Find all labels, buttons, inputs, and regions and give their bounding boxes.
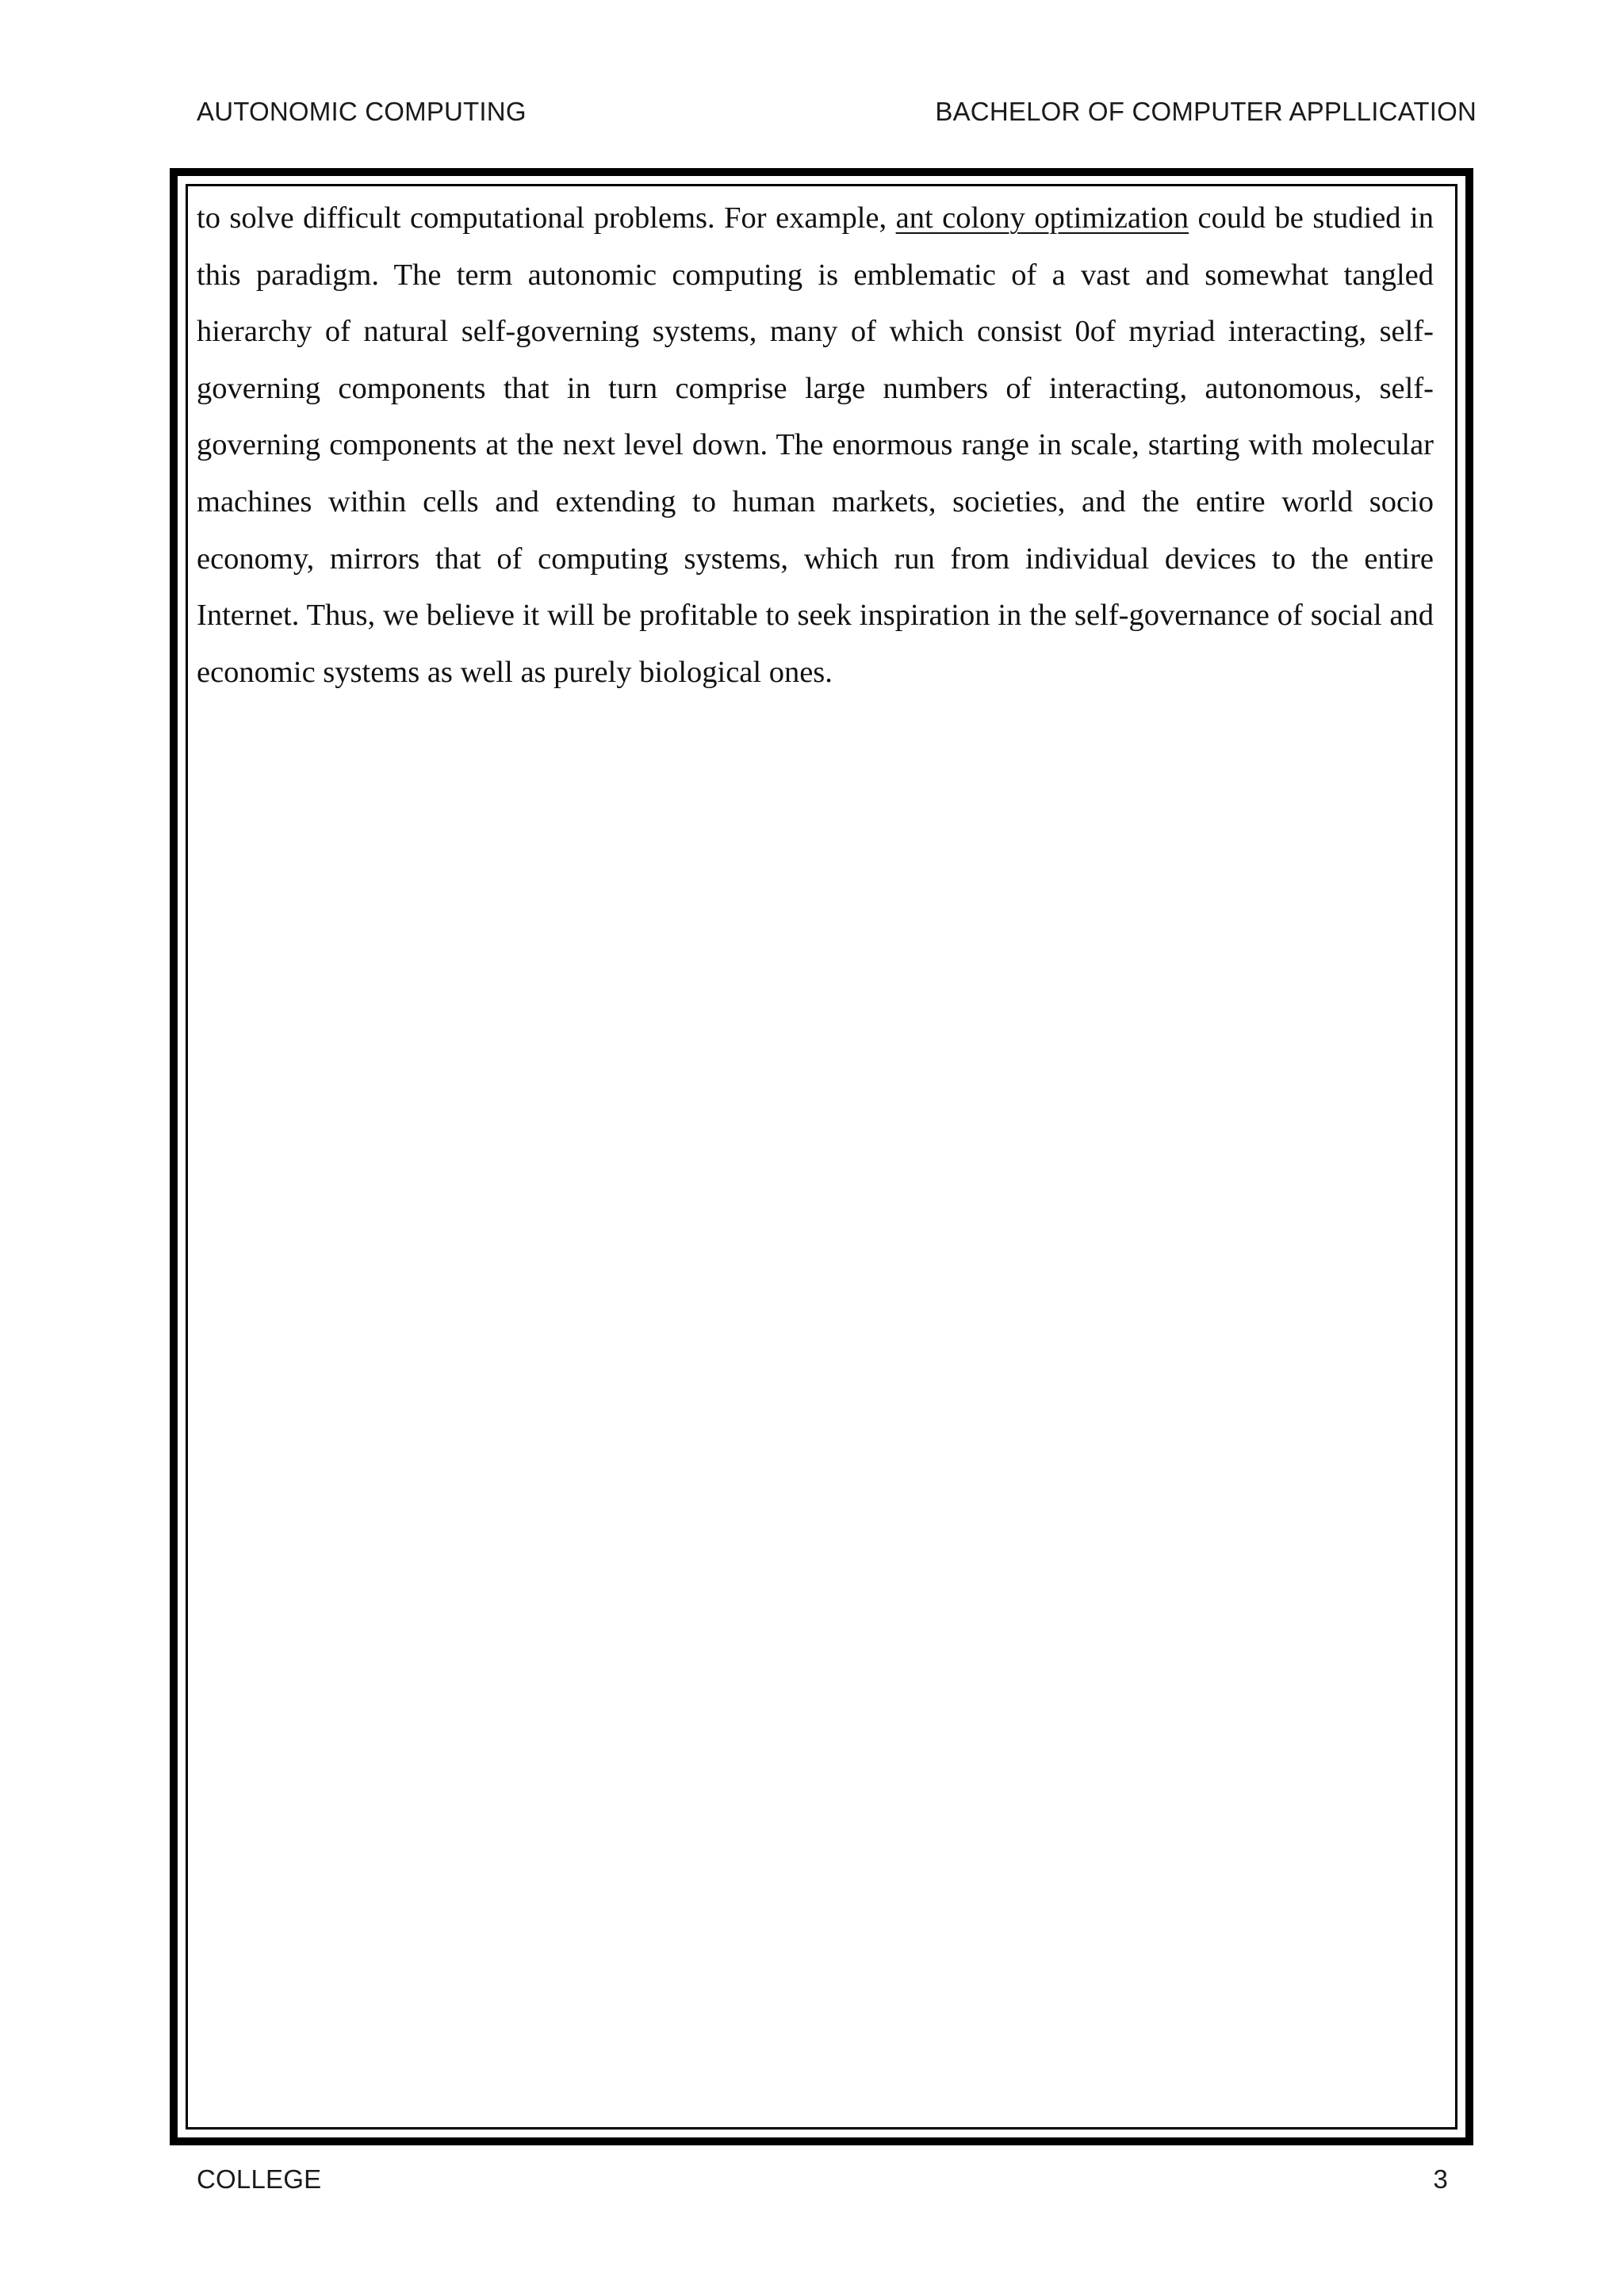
- paragraph-text-rest: could be studied in this paradigm. The term autonomic computing is emblematic of a vast and somewhat tangled hierarchy of natural self-governing systems, many of which consist 0of myriad interacting, self-governing components that in turn comprise large numbers of interacting, autonomous, self-governing components at the next level down. The enormous range in scale, starting with molecular machines within cells and extending to human markets, societies, and the entire world socio economy, mirrors that of computing systems, which run from individual devices to the entire Internet. Thus, we believe it will be profitable to seek inspiration in the self-governance of social and economic systems as well as purely biological ones.: [197, 201, 1434, 689]
- ant-colony-optimization-link[interactable]: ant colony optimization: [895, 201, 1189, 235]
- body-paragraph: [197, 190, 1434, 701]
- paragraph-text-start: to solve difficult computational problems. For example,: [197, 201, 887, 235]
- page-number: 3: [1433, 2164, 1448, 2194]
- footer-college: COLLEGE: [197, 2164, 322, 2194]
- running-header-program: BACHELOR OF COMPUTER APPLLICATION: [935, 97, 1477, 126]
- running-header-title: AUTONOMIC COMPUTING: [197, 97, 527, 126]
